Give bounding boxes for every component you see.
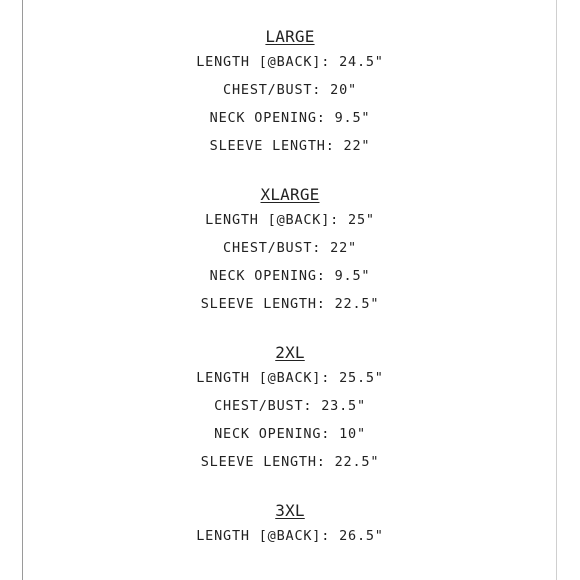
size-heading: LARGE bbox=[265, 27, 315, 46]
measurement-length: LENGTH [@BACK]: 26.5" bbox=[196, 528, 384, 544]
measurement-chest: CHEST/BUST: 23.5" bbox=[214, 398, 366, 414]
size-chart bbox=[0, 27, 580, 544]
measurement-sleeve: SLEEVE LENGTH: 22" bbox=[209, 138, 371, 154]
size-heading: XLARGE bbox=[260, 185, 320, 204]
size-section-xlarge bbox=[0, 185, 580, 312]
size-section-3xl bbox=[0, 501, 580, 544]
size-section-large bbox=[0, 27, 580, 154]
measurement-length: LENGTH [@BACK]: 24.5" bbox=[196, 54, 384, 70]
measurement-length: LENGTH [@BACK]: 25.5" bbox=[196, 370, 384, 386]
measurement-neck: NECK OPENING: 9.5" bbox=[209, 268, 371, 284]
size-heading: 2XL bbox=[275, 343, 305, 362]
measurement-neck: NECK OPENING: 9.5" bbox=[209, 110, 371, 126]
size-heading: 3XL bbox=[275, 501, 305, 520]
measurement-neck: NECK OPENING: 10" bbox=[214, 426, 366, 442]
measurement-sleeve: SLEEVE LENGTH: 22.5" bbox=[200, 296, 380, 312]
measurement-chest: CHEST/BUST: 20" bbox=[223, 82, 357, 98]
measurement-length: LENGTH [@BACK]: 25" bbox=[205, 212, 375, 228]
measurement-chest: CHEST/BUST: 22" bbox=[223, 240, 357, 256]
size-section-2xl bbox=[0, 343, 580, 470]
measurement-sleeve: SLEEVE LENGTH: 22.5" bbox=[200, 454, 380, 470]
